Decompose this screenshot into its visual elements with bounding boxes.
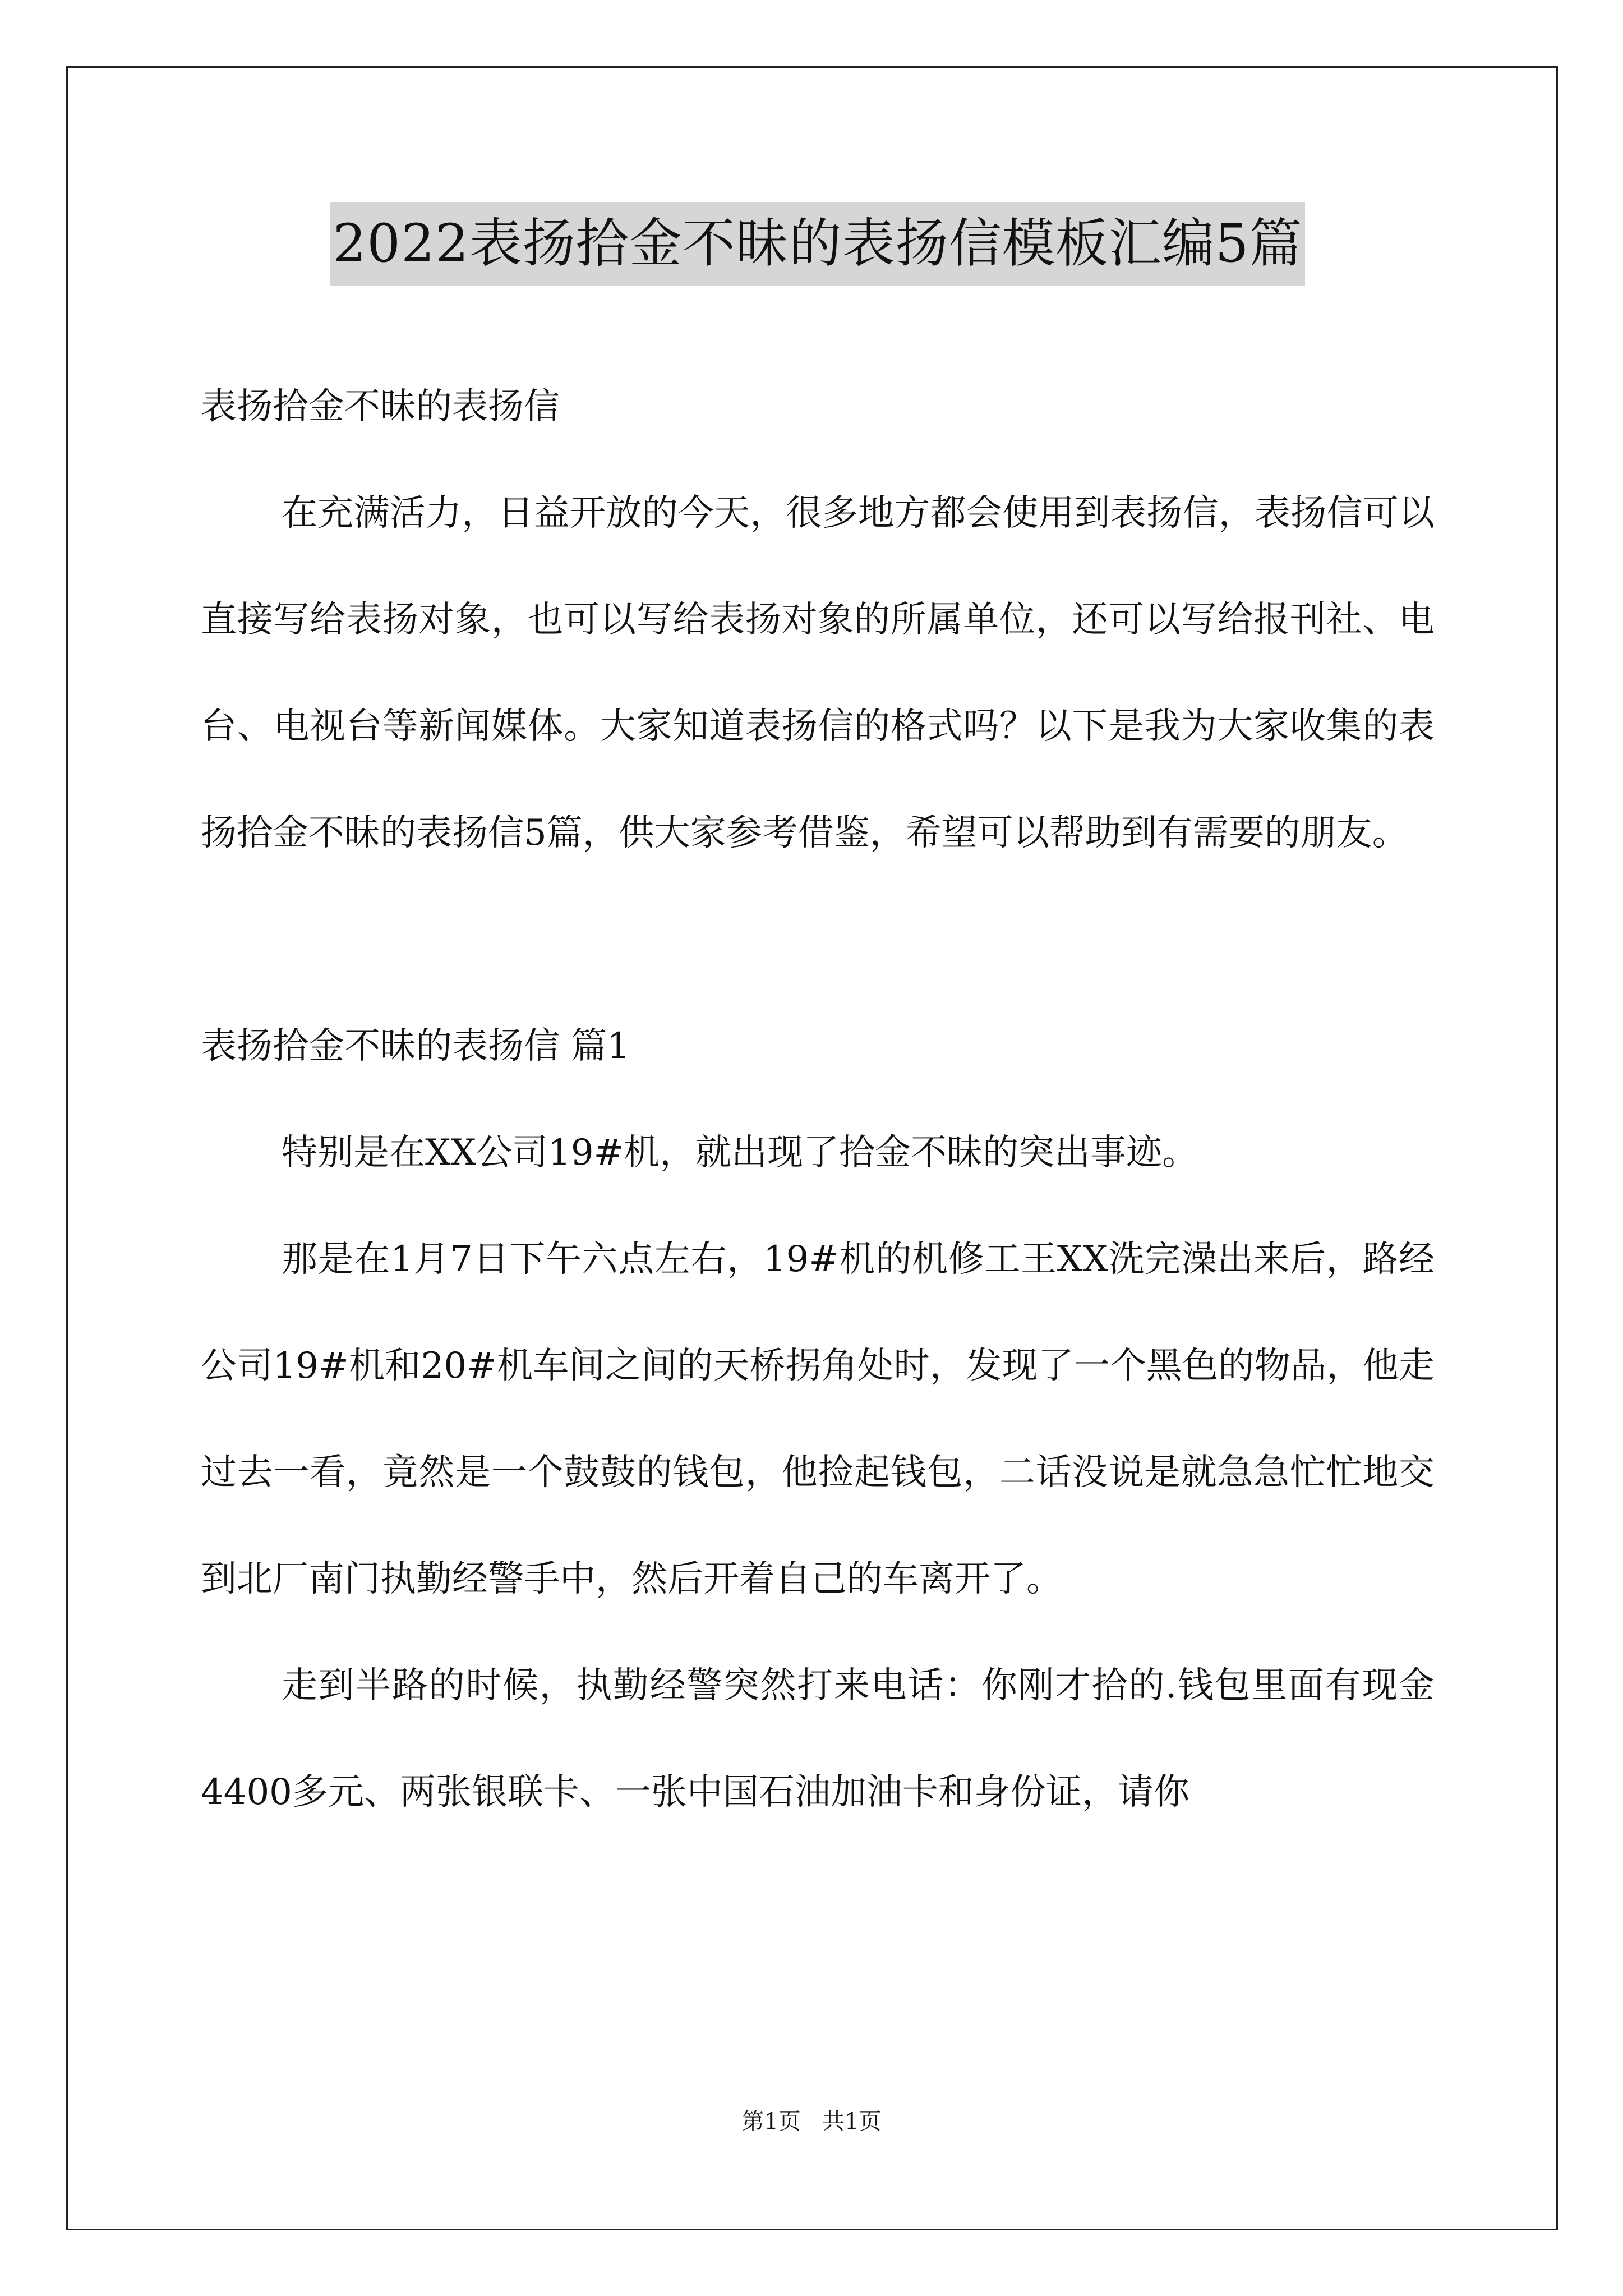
section-1-paragraph-2: 那是在1月7日下午六点左右，19#机的机修工王XX洗完澡出来后，路经公司19#机和20#机车间之间的天桥拐角处时，发现了一个黑色的物品，他走过去一看，竟然是一个鼓鼓的钱包，他捡起钱包，二话没说是就急急忙忙地交到北厂南门执勤经警手中，然后开着自己的车离开了。 (201, 1239, 1435, 1600)
section-1-paragraph-3: 走到半路的时候，执勤经警突然打来电话：你刚才拾的.钱包里面有现金4400多元、两张银联卡、一张中国石油加油卡和身份证，请你 (201, 1665, 1435, 1813)
document-body (201, 202, 1435, 1846)
section-1-heading: 表扬拾金不昧的表扬信 篇1 (201, 1025, 630, 1067)
section-spacer (201, 886, 1435, 993)
document-title: 2022表扬拾金不昧的表扬信模板汇编5篇 (330, 202, 1304, 286)
title-container (201, 202, 1435, 286)
page-footer: 第1页 共1页 (741, 2109, 882, 2134)
intro-paragraph: 在充满活力，日益开放的今天，很多地方都会使用到表扬信，表扬信可以直接写给表扬对象，也可以写给表扬对象的所属单位，还可以写给报刊社、电台、电视台等新闻媒体。大家知道表扬信的格式吗？以下是我为大家收集的表扬拾金不昧的表扬信5篇，供大家参考借鉴，希望可以帮助到有需要的朋友。 (201, 493, 1435, 854)
section-1-paragraph-1: 特别是在XX公司19#机，就出现了拾金不昧的突出事迹。 (282, 1132, 1198, 1174)
intro-heading: 表扬拾金不昧的表扬信 (201, 386, 560, 427)
